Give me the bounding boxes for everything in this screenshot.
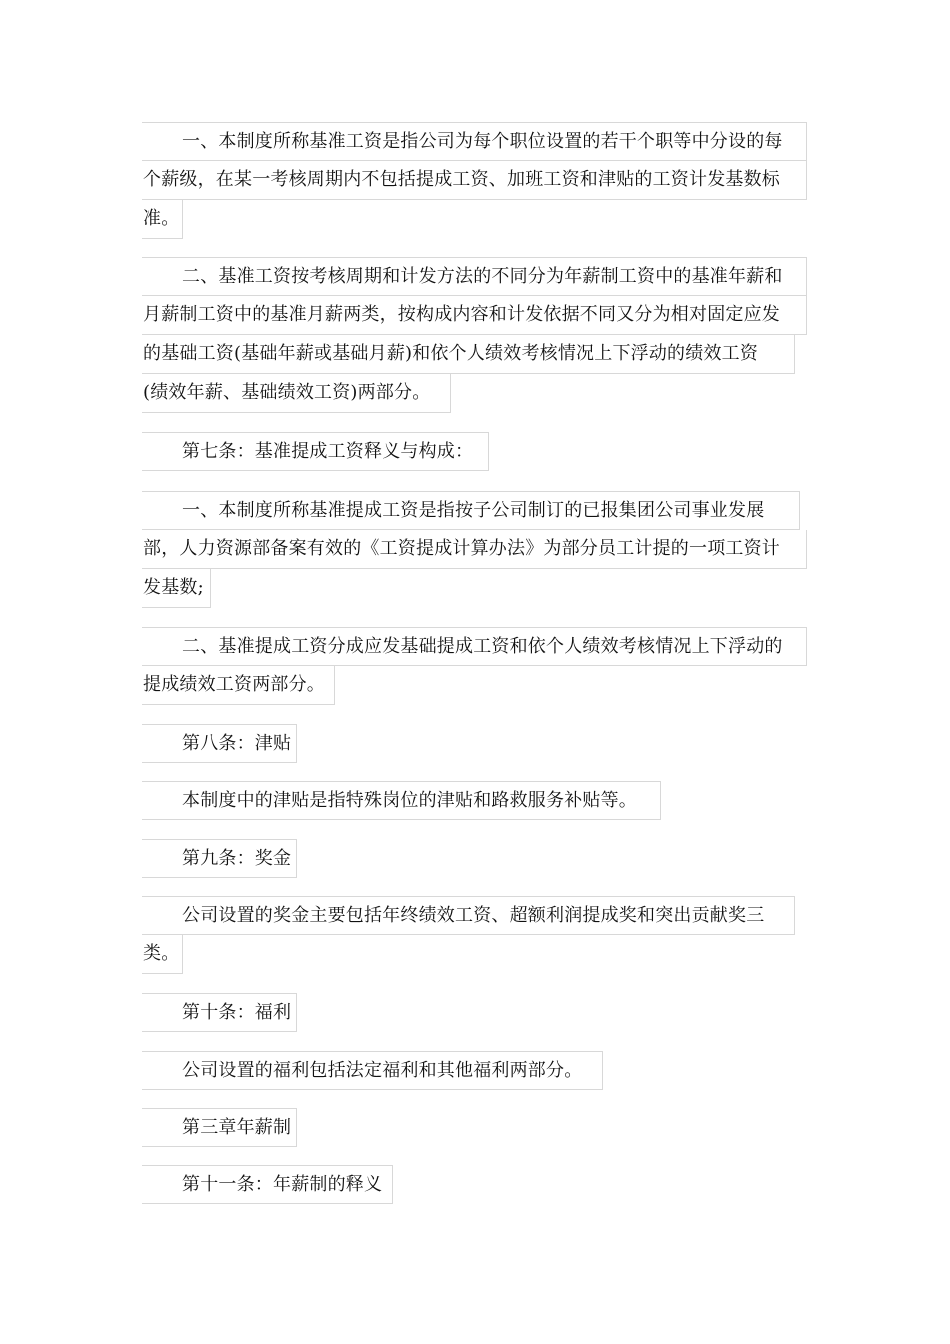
paragraph-allowance xyxy=(142,781,661,820)
paragraph-base-salary-definition xyxy=(142,122,807,239)
paragraph-commission-definition xyxy=(142,491,807,608)
chapter-3-heading xyxy=(142,1108,297,1147)
article-9-heading xyxy=(142,839,297,878)
article-10-heading xyxy=(142,993,297,1032)
article-8-heading xyxy=(142,724,297,763)
text-line: 发基数; xyxy=(142,569,211,608)
text-line: 准。 xyxy=(142,200,183,239)
text-line: 二、基准工资按考核周期和计发方法的不同分为年薪制工资中的基准年薪和 xyxy=(142,257,807,296)
paragraph-bonus xyxy=(142,896,795,974)
text-line: (绩效年薪、基础绩效工资)两部分。 xyxy=(142,374,451,413)
text-line: 个薪级，在某一考核周期内不包括提成工资、加班工资和津贴的工资计发基数标 xyxy=(142,161,807,200)
text-line: 本制度中的津贴是指特殊岗位的津贴和路救服务补贴等。 xyxy=(142,781,661,820)
text-line: 第十条：福利 xyxy=(142,993,297,1032)
text-line: 一、本制度所称基准提成工资是指按子公司制订的已报集团公司事业发展 xyxy=(142,491,800,530)
text-line: 第三章年薪制 xyxy=(142,1108,297,1147)
article-7-heading xyxy=(142,432,489,471)
paragraph-commission-composition xyxy=(142,627,807,705)
text-line: 提成绩效工资两部分。 xyxy=(142,666,335,705)
text-line: 部，人力资源部备案有效的《工资提成计算办法》为部分员工计提的一项工资计 xyxy=(142,530,807,569)
article-11-heading xyxy=(142,1165,393,1204)
paragraph-welfare xyxy=(142,1051,603,1090)
text-line: 类。 xyxy=(142,935,183,974)
paragraph-base-salary-categories xyxy=(142,257,807,413)
text-line: 月薪制工资中的基准月薪两类，按构成内容和计发依据不同又分为相对固定应发 xyxy=(142,296,807,335)
text-line: 公司设置的奖金主要包括年终绩效工资、超额利润提成奖和突出贡献奖三 xyxy=(142,896,795,935)
text-line: 二、基准提成工资分成应发基础提成工资和依个人绩效考核情况上下浮动的 xyxy=(142,627,807,666)
text-line: 公司设置的福利包括法定福利和其他福利两部分。 xyxy=(142,1051,603,1090)
text-line: 第十一条：年薪制的释义 xyxy=(142,1165,393,1204)
text-line: 第八条：津贴 xyxy=(142,724,297,763)
text-line: 一、本制度所称基准工资是指公司为每个职位设置的若干个职等中分设的每 xyxy=(142,122,807,161)
text-line: 的基础工资(基础年薪或基础月薪)和依个人绩效考核情况上下浮动的绩效工资 xyxy=(142,335,795,374)
text-line: 第七条：基准提成工资释义与构成： xyxy=(142,432,489,471)
text-line: 第九条：奖金 xyxy=(142,839,297,878)
